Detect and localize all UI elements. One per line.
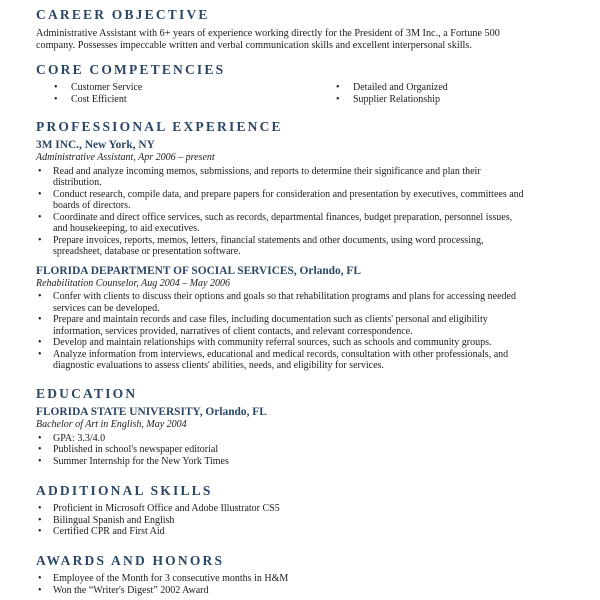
school-name: FLORIDA STATE UNIVERSITY, Orlando, FL (36, 406, 267, 418)
competency-column-left (54, 82, 142, 106)
education-heading: EDUCATION (36, 386, 138, 401)
skills-list (36, 503, 578, 538)
competency-item: • Cost Efficient (54, 94, 142, 106)
education-item: • Published in school's newspaper editorial (36, 444, 578, 456)
job-entry (36, 265, 578, 372)
duty-item: • Confer with clients to discuss their options and goals so that rehabilitation programs and plans for accessing needed services can be developed. (36, 291, 578, 314)
education-item: • GPA: 3.3/4.0 (36, 433, 578, 445)
job-title: Administrative Assistant, Apr 2006 – present (36, 152, 215, 163)
degree: Bachelor of Art in English, May 2004 (36, 419, 187, 430)
job-title: Rehabilitation Counselor, Aug 2004 – May 2006 (36, 277, 230, 289)
professional-experience-heading: PROFESSIONAL EXPERIENCE (36, 119, 283, 134)
job-duties (36, 166, 578, 258)
competency-item: • Detailed and Organized (336, 82, 448, 94)
employer-name: 3M INC., New York, NY (36, 139, 155, 151)
duty-item: • Coordinate and direct office services, such as records, departmental finances, budget preparation, personnel issues, and housekeeping, to aid executives. (36, 212, 578, 235)
additional-skills-section (36, 483, 578, 538)
award-item: • Won the “Writer's Digest” 2002 Award (36, 585, 578, 597)
duty-item: • Analyze information from interviews, educational and medical records, consultation with other professionals, and diagnostic evaluations to assess clients' abilities, needs, and eligibility for services. (36, 349, 578, 372)
competency-item: • Supplier Relationship (336, 94, 448, 106)
core-competencies-section (36, 62, 578, 110)
education-item: • Summer Internship for the New York Times (36, 456, 578, 468)
skill-item: • Proficient in Microsoft Office and Adobe Illustrator CS5 (36, 503, 578, 515)
award-item: • Employee of the Month for 3 consecutive months in H&M (36, 573, 578, 585)
duty-item: • Read and analyze incoming memos, submissions, and reports to determine their significance and plan their distribution. (36, 166, 578, 189)
awards-heading: AWARDS AND HONORS (36, 553, 225, 568)
education-details (36, 433, 578, 468)
education-entry (36, 406, 578, 467)
career-objective-section (36, 7, 578, 52)
objective-line-2: company. Possesses impeccable written and verbal communication skills and excellent interpersonal skills. (36, 40, 472, 51)
competency-item: • Customer Service (54, 82, 142, 94)
awards-list (36, 573, 578, 596)
awards-section (36, 553, 578, 596)
competency-column-right (336, 82, 448, 106)
career-objective-text (36, 28, 578, 52)
additional-skills-heading: ADDITIONAL SKILLS (36, 483, 213, 498)
core-competencies-heading: CORE COMPETENCIES (36, 62, 226, 77)
education-section (36, 386, 578, 467)
skill-item: • Certified CPR and First Aid (36, 526, 578, 538)
job-duties (36, 291, 578, 372)
duty-item: • Develop and maintain relationships with community referral sources, such as schools and community groups. (36, 337, 578, 349)
duty-item: • Prepare invoices, reports, memos, letters, financial statements and other documents, using word processing, spreadsheet, database or presentation software. (36, 235, 578, 258)
duty-item: • Prepare and maintain records and case files, including documentation such as clients' personal and eligibility information, services provided, narratives of client contacts, and relevant correspondence. (36, 314, 578, 337)
job-entry (36, 139, 578, 258)
competency-grid (36, 82, 578, 110)
skill-item: • Bilingual Spanish and English (36, 515, 578, 527)
duty-item: • Conduct research, compile data, and prepare papers for consideration and presentation by executives, committees and boards of directors. (36, 189, 578, 212)
objective-line-1: Administrative Assistant with 6+ years of experience working directly for the President of 3M Inc., a Fortune 500 (36, 28, 500, 39)
employer-name: FLORIDA DEPARTMENT OF SOCIAL SERVICES, Orlando, FL (36, 264, 361, 277)
career-objective-heading: CAREER OBJECTIVE (36, 7, 210, 22)
professional-experience-section (36, 119, 578, 372)
